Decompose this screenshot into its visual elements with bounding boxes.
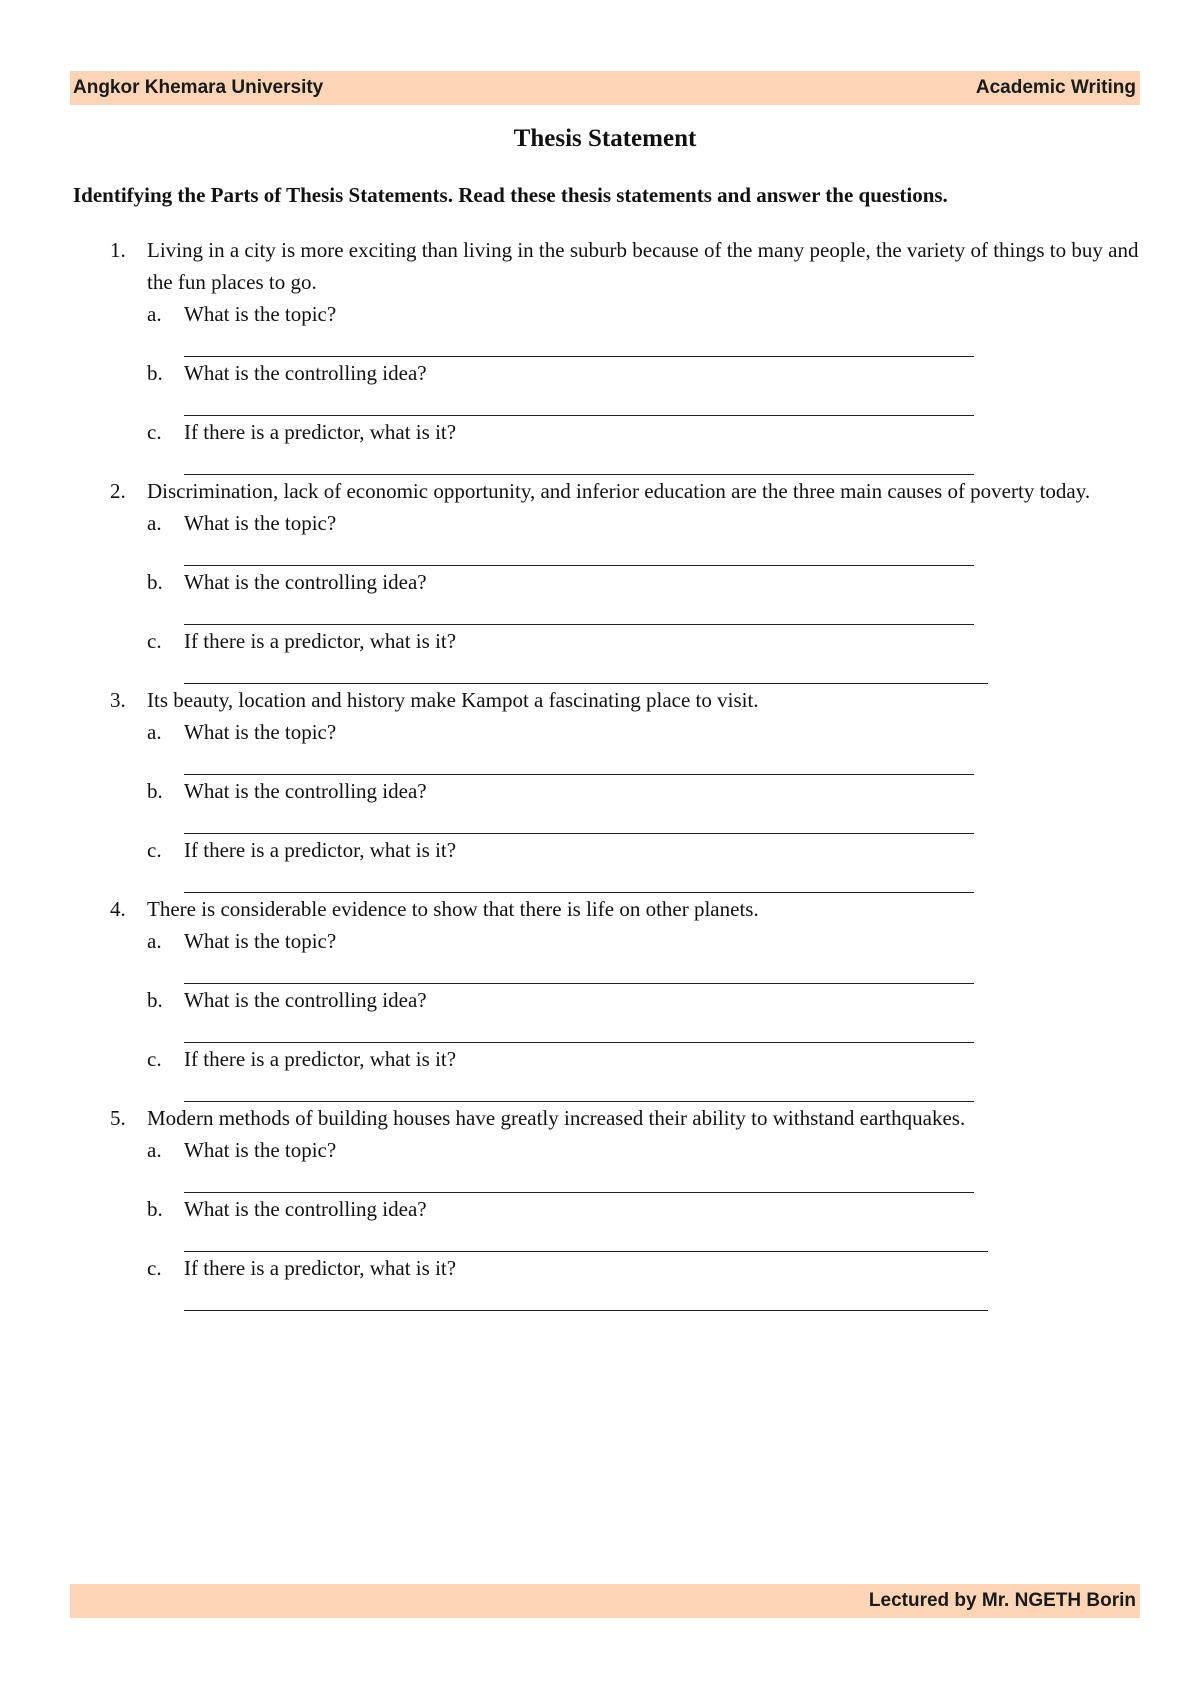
question-predictor [0,834,1200,866]
statement-text: Living in a city is more exciting than living in the suburb because of the many people, the variety of things to buy and the fun places to go. [147,238,1139,294]
instructions: Identifying the Parts of Thesis Statements. Read these thesis statements and answer the questions. [73,183,948,207]
statement-text: Its beauty, location and history make Kampot a fascinating place to visit. [147,688,759,712]
answer-line[interactable] [184,957,974,984]
question-letter: b. [147,570,163,594]
answer-line[interactable] [184,807,974,834]
answer-line[interactable] [184,330,974,357]
answer-line[interactable] [184,448,974,475]
question-letter: c. [147,1256,162,1280]
question-controlling-idea [0,984,1200,1016]
answer-line[interactable] [184,1225,988,1252]
thesis-statement [0,684,1200,716]
question-topic [0,1134,1200,1166]
question-text: If there is a predictor, what is it? [184,838,457,862]
question-predictor [0,625,1200,657]
question-letter: c. [147,838,162,862]
thesis-item [0,684,1200,893]
question-topic [0,298,1200,330]
question-topic [0,925,1200,957]
thesis-statement [0,893,1200,925]
question-text: What is the controlling idea? [184,361,427,385]
question-topic [0,716,1200,748]
answer-line[interactable] [184,657,988,684]
question-letter: a. [147,1138,162,1162]
question-letter: b. [147,361,163,385]
question-text: What is the controlling idea? [184,988,427,1012]
question-controlling-idea [0,357,1200,389]
question-letter: a. [147,302,162,326]
page-title: Thesis Statement [513,125,697,152]
item-number: 3. [110,688,126,712]
question-text: What is the topic? [184,720,337,744]
question-text: What is the controlling idea? [184,779,427,803]
question-letter: b. [147,1197,163,1221]
question-list [0,234,1200,1311]
question-text: What is the topic? [184,302,337,326]
statement-text: Modern methods of building houses have greatly increased their ability to withstand earthquakes. [147,1106,966,1130]
statement-text: There is considerable evidence to show that there is life on other planets. [147,897,759,921]
item-number: 4. [110,897,126,921]
thesis-statement [0,1102,1200,1134]
question-controlling-idea [0,1193,1200,1225]
question-text: If there is a predictor, what is it? [184,420,457,444]
question-predictor [0,1043,1200,1075]
thesis-item [0,475,1200,684]
question-text: What is the topic? [184,929,337,953]
question-text: What is the controlling idea? [184,570,427,594]
question-controlling-idea [0,566,1200,598]
question-letter: c. [147,420,162,444]
answer-line[interactable] [184,1284,988,1311]
item-number: 1. [110,238,126,262]
question-text: If there is a predictor, what is it? [184,1047,457,1071]
answer-line[interactable] [184,1075,974,1102]
thesis-item [0,234,1200,475]
footer-lecturer: Lectured by Mr. NGETH Borin [868,1590,1136,1611]
question-topic [0,507,1200,539]
item-number: 5. [110,1106,126,1130]
question-predictor [0,416,1200,448]
question-letter: c. [147,1047,162,1071]
answer-line[interactable] [184,1016,974,1043]
question-letter: b. [147,779,163,803]
question-text: If there is a predictor, what is it? [184,629,457,653]
answer-line[interactable] [184,598,974,625]
question-predictor [0,1252,1200,1284]
thesis-statement [0,234,1200,298]
answer-line[interactable] [184,539,974,566]
answer-line[interactable] [184,866,974,893]
question-text: What is the topic? [184,511,337,535]
thesis-item [0,1102,1200,1311]
question-letter: a. [147,929,162,953]
thesis-item [0,893,1200,1102]
question-text: What is the controlling idea? [184,1197,427,1221]
question-letter: a. [147,511,162,535]
answer-line[interactable] [184,748,974,775]
item-number: 2. [110,479,126,503]
question-letter: a. [147,720,162,744]
question-letter: b. [147,988,163,1012]
header-course: Academic Writing [975,77,1136,98]
page-footer [70,1584,1140,1618]
question-letter: c. [147,629,162,653]
question-text: If there is a predictor, what is it? [184,1256,457,1280]
header-university: Angkor Khemara University [73,77,324,98]
statement-text: Discrimination, lack of economic opportunity, and inferior education are the three main causes of poverty today. [147,479,1091,503]
page-header [70,71,1140,105]
answer-line[interactable] [184,1166,974,1193]
thesis-statement [0,475,1200,507]
question-controlling-idea [0,775,1200,807]
question-text: What is the topic? [184,1138,337,1162]
answer-line[interactable] [184,389,974,416]
